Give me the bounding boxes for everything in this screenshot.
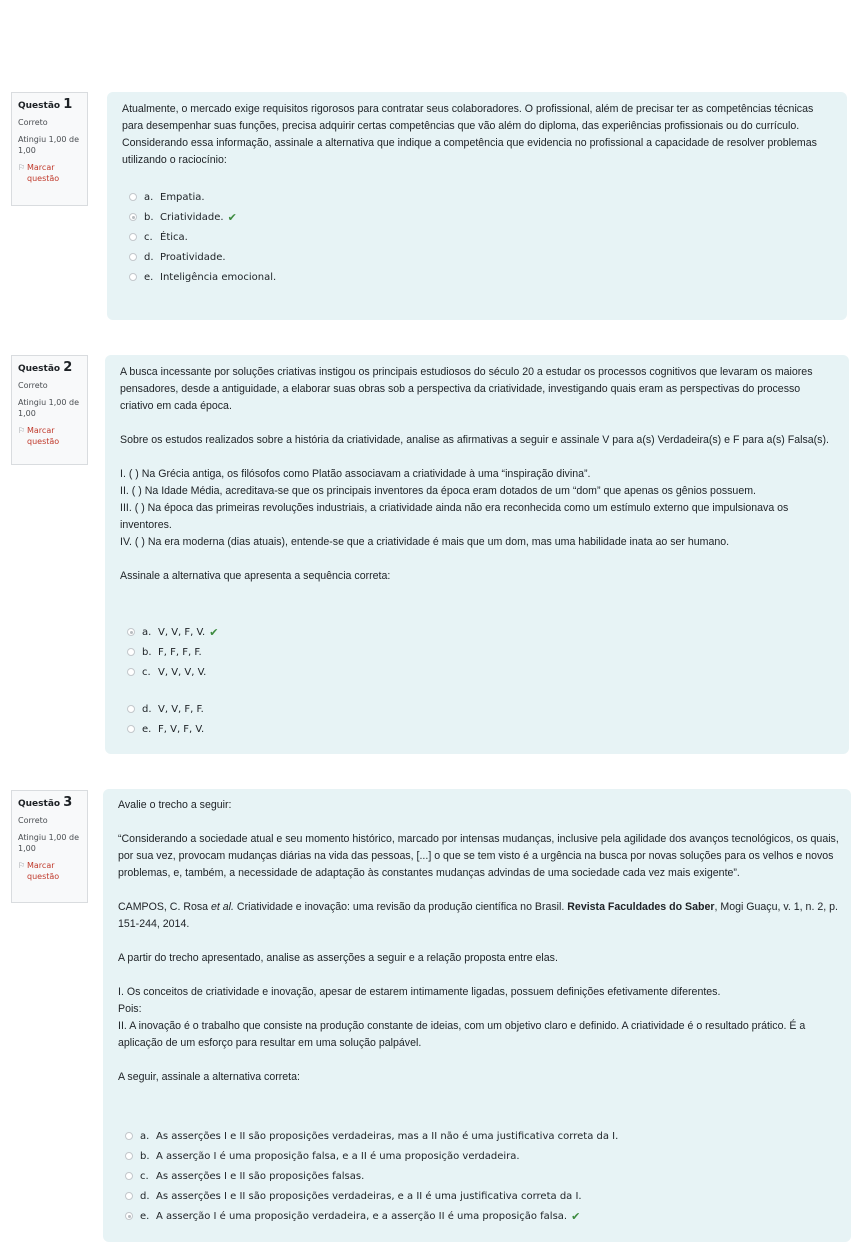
answer-text: As asserções I e II são proposições verdadeiras, e a II é uma justificativa correta da I. [156, 1190, 582, 1202]
check-icon: ✔ [227, 210, 237, 224]
answer-letter: a. [144, 191, 154, 203]
answer-text: V, V, F, V. [158, 626, 206, 638]
answer-option-e[interactable] [129, 269, 276, 285]
radio-button[interactable] [129, 233, 137, 241]
assertion-1: I. Os conceitos de criatividade e inovação, apesar de estarem intimamente ligadas, possuem definições efetivamente diferentes. [118, 986, 721, 998]
answer-text: Proatividade. [160, 251, 226, 263]
answer-letter: c. [140, 1170, 149, 1182]
answer-option-c[interactable] [127, 664, 206, 680]
citation-details: , Mogi Guaçu, v. 1, n. 2, p. 151-244, 2014. [118, 901, 838, 930]
radio-button[interactable] [127, 628, 135, 636]
answer-text: F, F, F, F. [158, 646, 202, 658]
answer-option-e[interactable] [127, 721, 204, 737]
radio-button[interactable] [127, 705, 135, 713]
answer-letter: e. [142, 723, 152, 735]
answer-text: Criatividade. [160, 211, 224, 223]
question-number [18, 98, 81, 113]
question-text [122, 101, 834, 169]
question-paragraph: Atualmente, o mercado exige requisitos rigorosos para contratar seus colaboradores. O profissional, além de precisar ter as competências técnicas para desempenhar suas funções, precisa adquirir certas competências que vão além do diploma, das experiências profissionais ou do currículo. Considerando essa informação, assinale a alternativa que indique a competência que evidencia no profissional a capacidade de resolver problemas utilizando o raciocínio: [122, 103, 817, 166]
assertion-connector: Pois: [118, 1003, 142, 1015]
question-paragraph: A partir do trecho apresentado, analise as asserções a seguir e a relação proposta entre elas. [118, 952, 558, 964]
answer-text: Inteligência emocional. [160, 271, 277, 283]
answer-option-b[interactable] [125, 1148, 520, 1164]
question-number-value: 1 [63, 97, 73, 112]
answer-option-c[interactable] [129, 229, 188, 245]
flag-icon: ⚐ [18, 163, 26, 172]
citation-author: CAMPOS, C. Rosa [118, 901, 212, 913]
question-text [118, 797, 840, 1086]
answer-text: As asserções I e II são proposições verdadeiras, mas a II não é uma justificativa correta da I. [156, 1130, 619, 1142]
question-label: Questão [18, 364, 61, 374]
answer-text: V, V, F, F. [158, 703, 204, 715]
radio-button[interactable] [127, 725, 135, 733]
answer-text: As asserções I e II são proposições falsas. [156, 1170, 365, 1182]
answer-letter: c. [144, 231, 153, 243]
question-paragraph: Sobre os estudos realizados sobre a história da criatividade, analise as afirmativas a seguir e assinale V para a(s) Verdadeira(s) e F para a(s) Falsa(s). [120, 434, 829, 446]
question-info-1 [11, 92, 88, 206]
assertion-2: II. A inovação é o trabalho que consiste na produção constante de ideias, com um objetivo claro e definido. A criatividade é o resultado prático. É a aplicação de um esforço para resultar em uma solução palpável. [118, 1020, 806, 1049]
radio-button[interactable] [125, 1132, 133, 1140]
question-content-3 [103, 789, 851, 1242]
answer-letter: b. [140, 1150, 150, 1162]
statement-2: II. ( ) Na Idade Média, acreditava-se que os principais inventores da época eram dotados de um “dom” que apenas os gênios possuem. [120, 485, 756, 497]
question-state: Correto [18, 118, 48, 127]
answer-text: A asserção I é uma proposição verdadeira, e a asserção II é uma proposição falsa. [156, 1210, 568, 1222]
question-paragraph: A seguir, assinale a alternativa correta: [118, 1071, 300, 1083]
radio-button[interactable] [127, 668, 135, 676]
answer-text: Ética. [160, 231, 188, 243]
answer-letter: a. [140, 1130, 150, 1142]
answer-letter: b. [144, 211, 154, 223]
flag-question-link[interactable] [18, 162, 81, 184]
flag-icon: ⚐ [18, 426, 26, 435]
radio-button[interactable] [125, 1212, 133, 1220]
flag-question-link[interactable] [18, 425, 81, 447]
radio-button[interactable] [127, 648, 135, 656]
check-icon: ✔ [209, 625, 219, 639]
question-label: Questão [18, 799, 61, 809]
radio-button[interactable] [129, 213, 137, 221]
citation [118, 899, 840, 933]
answer-letter: e. [140, 1210, 150, 1222]
answer-letter: d. [140, 1190, 150, 1202]
flag-question-label: Marcar questão [27, 861, 60, 881]
answer-letter: a. [142, 626, 152, 638]
question-label: Questão [18, 101, 61, 111]
flag-question-link[interactable] [18, 860, 81, 882]
radio-button[interactable] [129, 193, 137, 201]
citation-journal: Revista Faculdades do Saber [567, 901, 715, 913]
answer-option-d[interactable] [129, 249, 226, 265]
question-paragraph: A busca incessante por soluções criativas instigou os principais estudiosos do século 20 a estudar os processos cognitivos que levaram os maiores pensadores, desde a antiguidade, a elaborar suas obras sob a perspectiva da criatividade, investigando quais eram as perspectivas do processo criativo em cada época. [120, 366, 813, 412]
question-grade: Atingiu 1,00 de 1,00 [18, 135, 80, 155]
statement-4: IV. ( ) Na era moderna (dias atuais), entende-se que a criatividade é mais que um dom, mas uma habilidade inata ao ser humano. [120, 536, 730, 548]
citation-etal: et al. [211, 901, 234, 913]
question-paragraph: Assinale a alternativa que apresenta a sequência correta: [120, 570, 391, 582]
answer-text: V, V, V, V. [158, 666, 207, 678]
radio-button[interactable] [129, 253, 137, 261]
answer-option-a[interactable] [125, 1128, 618, 1144]
answer-letter: b. [142, 646, 152, 658]
question-text [120, 364, 836, 585]
answer-text: Empatia. [160, 191, 205, 203]
question-number [18, 361, 81, 376]
question-content-2 [105, 355, 849, 754]
question-state: Correto [18, 816, 48, 825]
answer-option-a[interactable] [129, 189, 205, 205]
question-grade: Atingiu 1,00 de 1,00 [18, 398, 80, 418]
answer-text: A asserção I é uma proposição falsa, e a II é uma proposição verdadeira. [156, 1150, 520, 1162]
question-number-value: 3 [63, 795, 73, 810]
answer-letter: d. [142, 703, 152, 715]
answer-option-e[interactable] [125, 1208, 580, 1224]
check-icon: ✔ [571, 1209, 581, 1223]
question-info-2 [11, 355, 88, 465]
answer-option-d[interactable] [125, 1188, 582, 1204]
citation-title: Criatividade e inovação: uma revisão da produção científica no Brasil. [233, 901, 568, 913]
answer-option-b[interactable] [127, 644, 202, 660]
question-grade: Atingiu 1,00 de 1,00 [18, 833, 80, 853]
flag-question-label: Marcar questão [27, 163, 60, 183]
quoted-excerpt: “Considerando a sociedade atual e seu momento histórico, marcado por intensas mudanças, inclusive pela agilidade dos avanços tecnológicos, os quais, por sua vez, provocam mudanças diárias na vida das pessoas, [...] o que se tem visto é a urgência na busca por novas soluções para os velhos e novos problemas, e, também, a necessidade de adaptação às constantes mudanças advindas de uma sociedade cada vez mais exigente”. [118, 833, 839, 879]
answer-option-b[interactable] [129, 209, 237, 225]
question-state: Correto [18, 381, 48, 390]
question-number [18, 796, 81, 811]
radio-button[interactable] [125, 1152, 133, 1160]
question-paragraph: Avalie o trecho a seguir: [118, 799, 232, 811]
answer-option-a[interactable] [127, 624, 218, 640]
answer-text: F, V, F, V. [158, 723, 205, 735]
question-info-3 [11, 790, 88, 903]
radio-button[interactable] [129, 273, 137, 281]
answer-letter: d. [144, 251, 154, 263]
question-number-value: 2 [63, 360, 73, 375]
answer-letter: c. [142, 666, 151, 678]
radio-button[interactable] [125, 1192, 133, 1200]
radio-button[interactable] [125, 1172, 133, 1180]
flag-icon: ⚐ [18, 861, 26, 870]
question-content-1 [107, 92, 847, 320]
statement-1: I. ( ) Na Grécia antiga, os filósofos como Platão associavam a criatividade à uma “inspiração divina”. [120, 468, 591, 480]
answer-letter: e. [144, 271, 154, 283]
answer-option-c[interactable] [125, 1168, 364, 1184]
statement-3: III. ( ) Na época das primeiras revoluções industriais, a criatividade ainda não era reconhecida como um estímulo externo que impulsionava os inventores. [120, 502, 789, 531]
flag-question-label: Marcar questão [27, 426, 60, 446]
answer-option-d[interactable] [127, 701, 204, 717]
